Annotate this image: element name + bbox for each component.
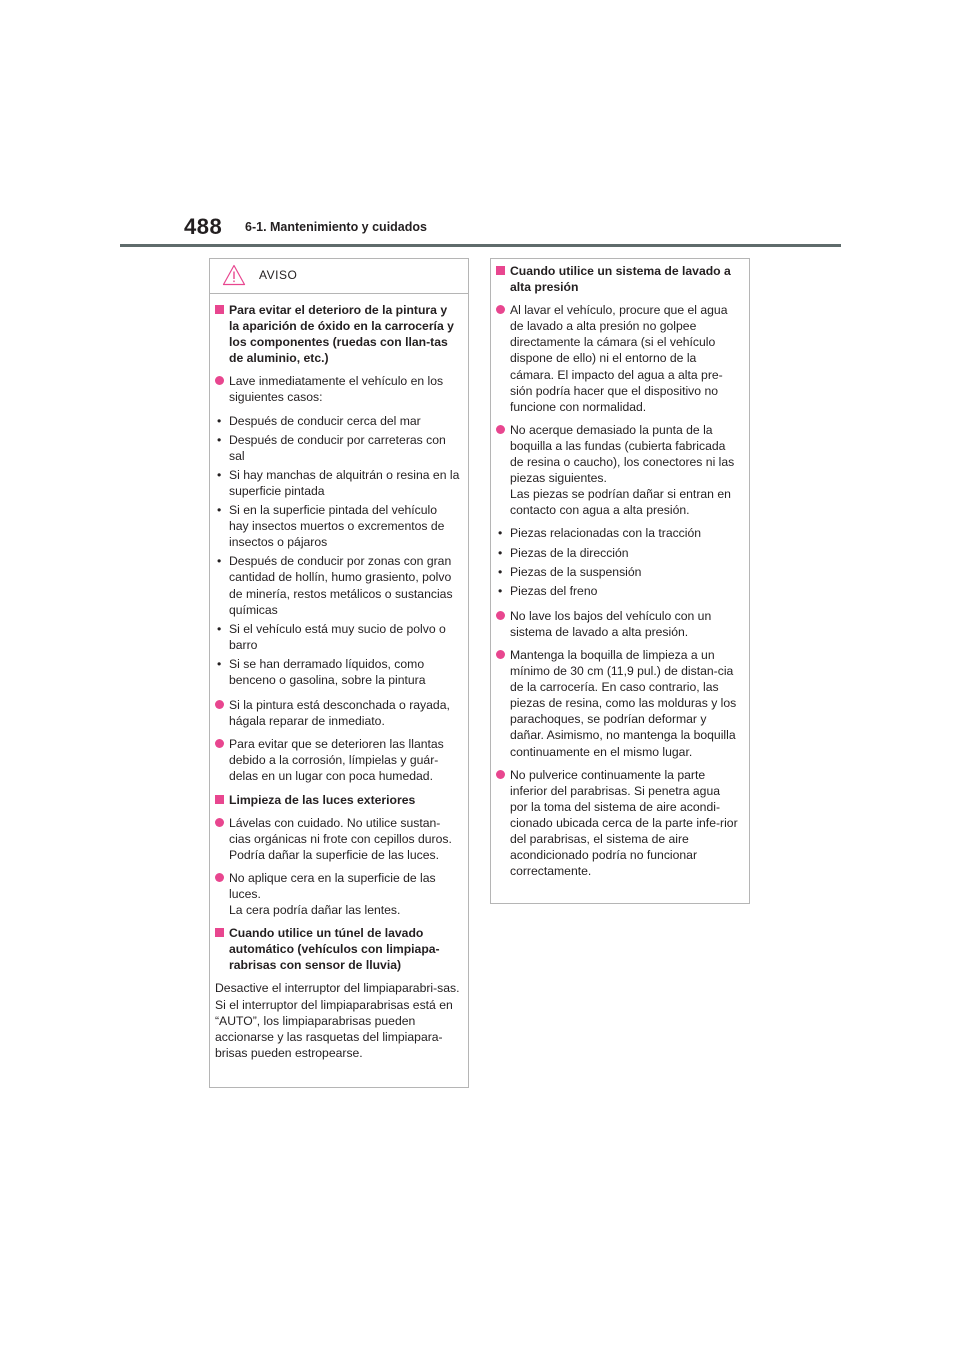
round-bullet-icon <box>215 818 224 827</box>
page-number: 488 <box>184 214 223 239</box>
bullet-item: Al lavar el vehículo, procure que el agua de lavado a alta presión no golpee directamente la cámara (si el vehículo dispone de ello) ni el entorno de la cámara. El impacto del agua a alta pre-sión podría hacer que el dispositivo no funcione con normalidad. <box>496 302 741 415</box>
sub-item: • Piezas relacionadas con la tracción <box>498 526 702 541</box>
header-rule <box>120 244 841 247</box>
section-heading: Cuando utilice un sistema de lavado a alta presión <box>496 263 741 295</box>
sub-item: • Piezas de la dirección <box>498 545 629 560</box>
sub-item: • Después de conducir por carreteras con sal <box>217 432 446 463</box>
square-bullet-icon <box>215 305 224 314</box>
bullet-item: Mantenga la boquilla de limpieza a un mínimo de 30 cm (11,9 pul.) de distan-cia de la carrocería. En caso contrario, las piezas de resina, como las molduras y los parachoques, se podrían deformar y dañar. Asimismo, no mantenga la boquilla continuamente en el mismo lugar. <box>496 647 741 760</box>
paragraph: Si el interruptor del limpiaparabrisas está en “AUTO”, los limpiaparabrisas pueden accionarse y las rasquetas del limpiapara-brisas pueden estropearse. <box>215 997 453 1060</box>
sub-item: • Si en la superficie pintada del vehículo hay insectos muertos o excrementos de insectos o pájaros <box>217 503 445 550</box>
bullet-item: Para evitar que se deterioren las llantas debido a la corrosión, límpielas y guár-delas en un lugar con poca humedad. <box>215 736 460 784</box>
round-bullet-icon <box>215 700 224 709</box>
section-heading: Cuando utilice un túnel de lavado automático (vehículos con limpiapa-rabrisas con sensor de lluvia) <box>215 925 460 973</box>
section-heading: Para evitar el deterioro de la pintura y la aparición de óxido en la carrocería y los componentes (ruedas con llan-tas de aluminio, etc.) <box>215 302 460 366</box>
warning-box-right <box>490 258 750 904</box>
round-bullet-icon <box>496 305 505 314</box>
bullet-item: No lave los bajos del vehículo con un sistema de lavado a alta presión. <box>496 608 741 640</box>
round-bullet-icon <box>496 650 505 659</box>
square-bullet-icon <box>215 795 224 804</box>
round-bullet-icon <box>496 770 505 779</box>
bullet-item: Lave inmediatamente el vehículo en los siguientes casos: <box>215 373 460 405</box>
sub-item: • Si el vehículo está muy sucio de polvo o barro <box>217 621 446 652</box>
sub-item: • Si hay manchas de alquitrán o resina en la superficie pintada <box>217 467 460 498</box>
warning-header <box>210 259 468 294</box>
sub-item: • Después de conducir por zonas con gran cantidad de hollín, humo grasiento, polvo de minería, restos metálicos o sustancias químicas <box>217 554 453 617</box>
paragraph: Desactive el interruptor del limpiaparabri-sas. <box>215 981 460 996</box>
bullet-item: Si la pintura está desconchada o rayada, hágala reparar de inmediato. <box>215 697 460 729</box>
round-bullet-icon <box>215 376 224 385</box>
sub-item: • Si se han derramado líquidos, como benceno o gasolina, sobre la pintura <box>217 656 426 687</box>
bullet-item: No acerque demasiado la punta de la boquilla a las fundas (cubierta fabricada de resina o caucho), los conectores ni las piezas siguientes. Las piezas se podrían dañar si entran en contacto con agua a alta presión. <box>496 422 741 519</box>
round-bullet-icon <box>215 873 224 882</box>
bullet-item: No aplique cera en la superficie de las luces. La cera podría dañar las lentes. <box>215 870 460 918</box>
round-bullet-icon <box>215 739 224 748</box>
warning-box-left <box>209 258 469 1088</box>
round-bullet-icon <box>496 425 505 434</box>
sub-item: • Después de conducir cerca del mar <box>217 413 421 428</box>
warning-triangle-icon <box>222 264 246 286</box>
bullet-item: No pulverice continuamente la parte inferior del parabrisas. Si penetra agua por la toma del sistema de aire acondi-cionado ubicada cerca de la parte infe-rior del parabrisas, el sistema de aire acondicionado podría no funcionar correctamente. <box>496 767 741 880</box>
square-bullet-icon <box>215 928 224 937</box>
warning-label: AVISO <box>259 268 298 282</box>
section-heading: Limpieza de las luces exteriores <box>215 792 460 808</box>
sub-item: • Piezas de la suspensión <box>498 564 642 579</box>
square-bullet-icon <box>496 266 505 275</box>
section-title: 6-1. Mantenimiento y cuidados <box>245 220 427 234</box>
sub-item: • Piezas del freno <box>498 583 598 598</box>
round-bullet-icon <box>496 611 505 620</box>
bullet-item: Lávelas con cuidado. No utilice sustan-cias orgánicas ni frote con cepillos duros. Podría dañar la superficie de las luces. <box>215 815 460 863</box>
